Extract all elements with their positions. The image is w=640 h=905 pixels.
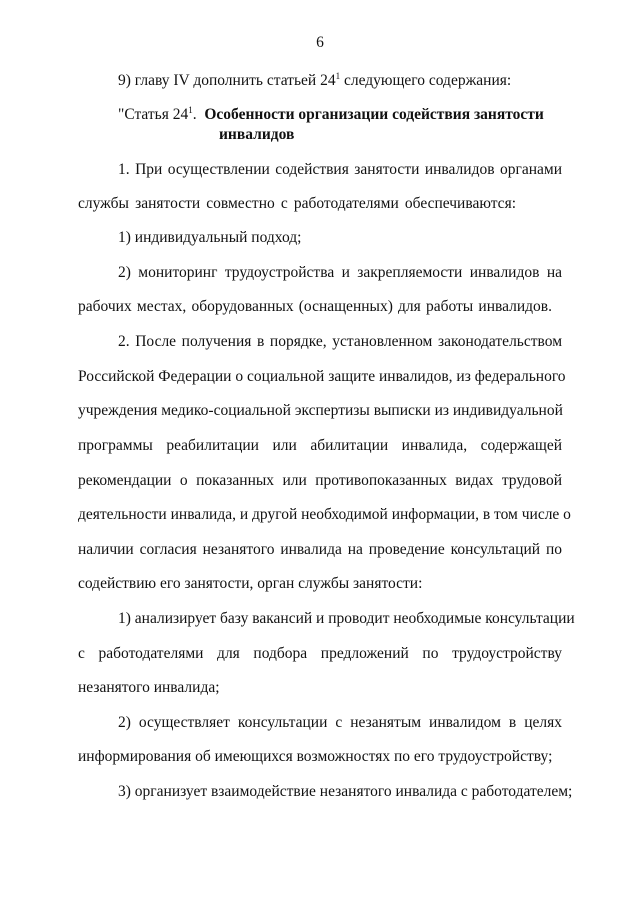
text-line: 3) организует взаимодействие незанятого инвалида с работодателем; bbox=[118, 783, 573, 800]
intro-line bbox=[118, 72, 511, 90]
text-line: 2) осуществляет консультации с незанятым инвалидом в целях bbox=[118, 714, 562, 731]
article-label-suffix: . bbox=[192, 106, 197, 123]
text-line: 2) мониторинг трудоустройства и закрепляемости инвалидов на bbox=[118, 264, 562, 281]
text-line: 1. При осуществлении содействия занятости инвалидов органами bbox=[118, 161, 562, 178]
text-line: службы занятости совместно с работодателями обеспечиваются: bbox=[78, 195, 516, 212]
page-number: 6 bbox=[316, 34, 324, 51]
text-line: рекомендации о показанных или противопоказанных видах трудовой bbox=[78, 472, 562, 489]
text-line: 1) анализирует базу вакансий и проводит необходимые консультации bbox=[118, 610, 575, 627]
text-line: информирования об имеющихся возможностях по его трудоустройству; bbox=[78, 748, 553, 765]
article-heading bbox=[118, 106, 544, 124]
article-title: Особенности организации содействия занятости bbox=[204, 106, 544, 123]
article-title-continued: инвалидов bbox=[219, 126, 295, 143]
text-line: деятельности инвалида, и другой необходимой информации, в том числе о bbox=[78, 506, 571, 523]
intro-suffix: следующего содержания: bbox=[340, 72, 512, 89]
text-line: программы реабилитации или абилитации инвалида, содержащей bbox=[78, 437, 562, 454]
text-line: рабочих местах, оборудованных (оснащенных) для работы инвалидов. bbox=[78, 298, 552, 315]
text-line: содействию его занятости, орган службы занятости: bbox=[78, 575, 423, 592]
article-label-prefix: "Статья 24 bbox=[118, 106, 189, 123]
article-label bbox=[118, 106, 197, 123]
intro-superscript: 1 bbox=[335, 71, 341, 81]
text-line: 2. После получения в порядке, установленном законодательством bbox=[118, 333, 562, 350]
intro-prefix: 9) главу IV дополнить статьей 24 bbox=[118, 72, 336, 89]
article-label-superscript: 1 bbox=[188, 105, 193, 115]
text-line: Российской Федерации о социальной защите инвалидов, из федерального bbox=[78, 368, 566, 385]
text-line: незанятого инвалида; bbox=[78, 679, 220, 696]
text-line: учреждения медико-социальной экспертизы выписки из индивидуальной bbox=[78, 402, 563, 419]
text-line: 1) индивидуальный подход; bbox=[118, 229, 302, 246]
text-line: с работодателями для подбора предложений по трудоустройству bbox=[78, 645, 562, 662]
text-line: наличии согласия незанятого инвалида на проведение консультаций по bbox=[78, 541, 562, 558]
